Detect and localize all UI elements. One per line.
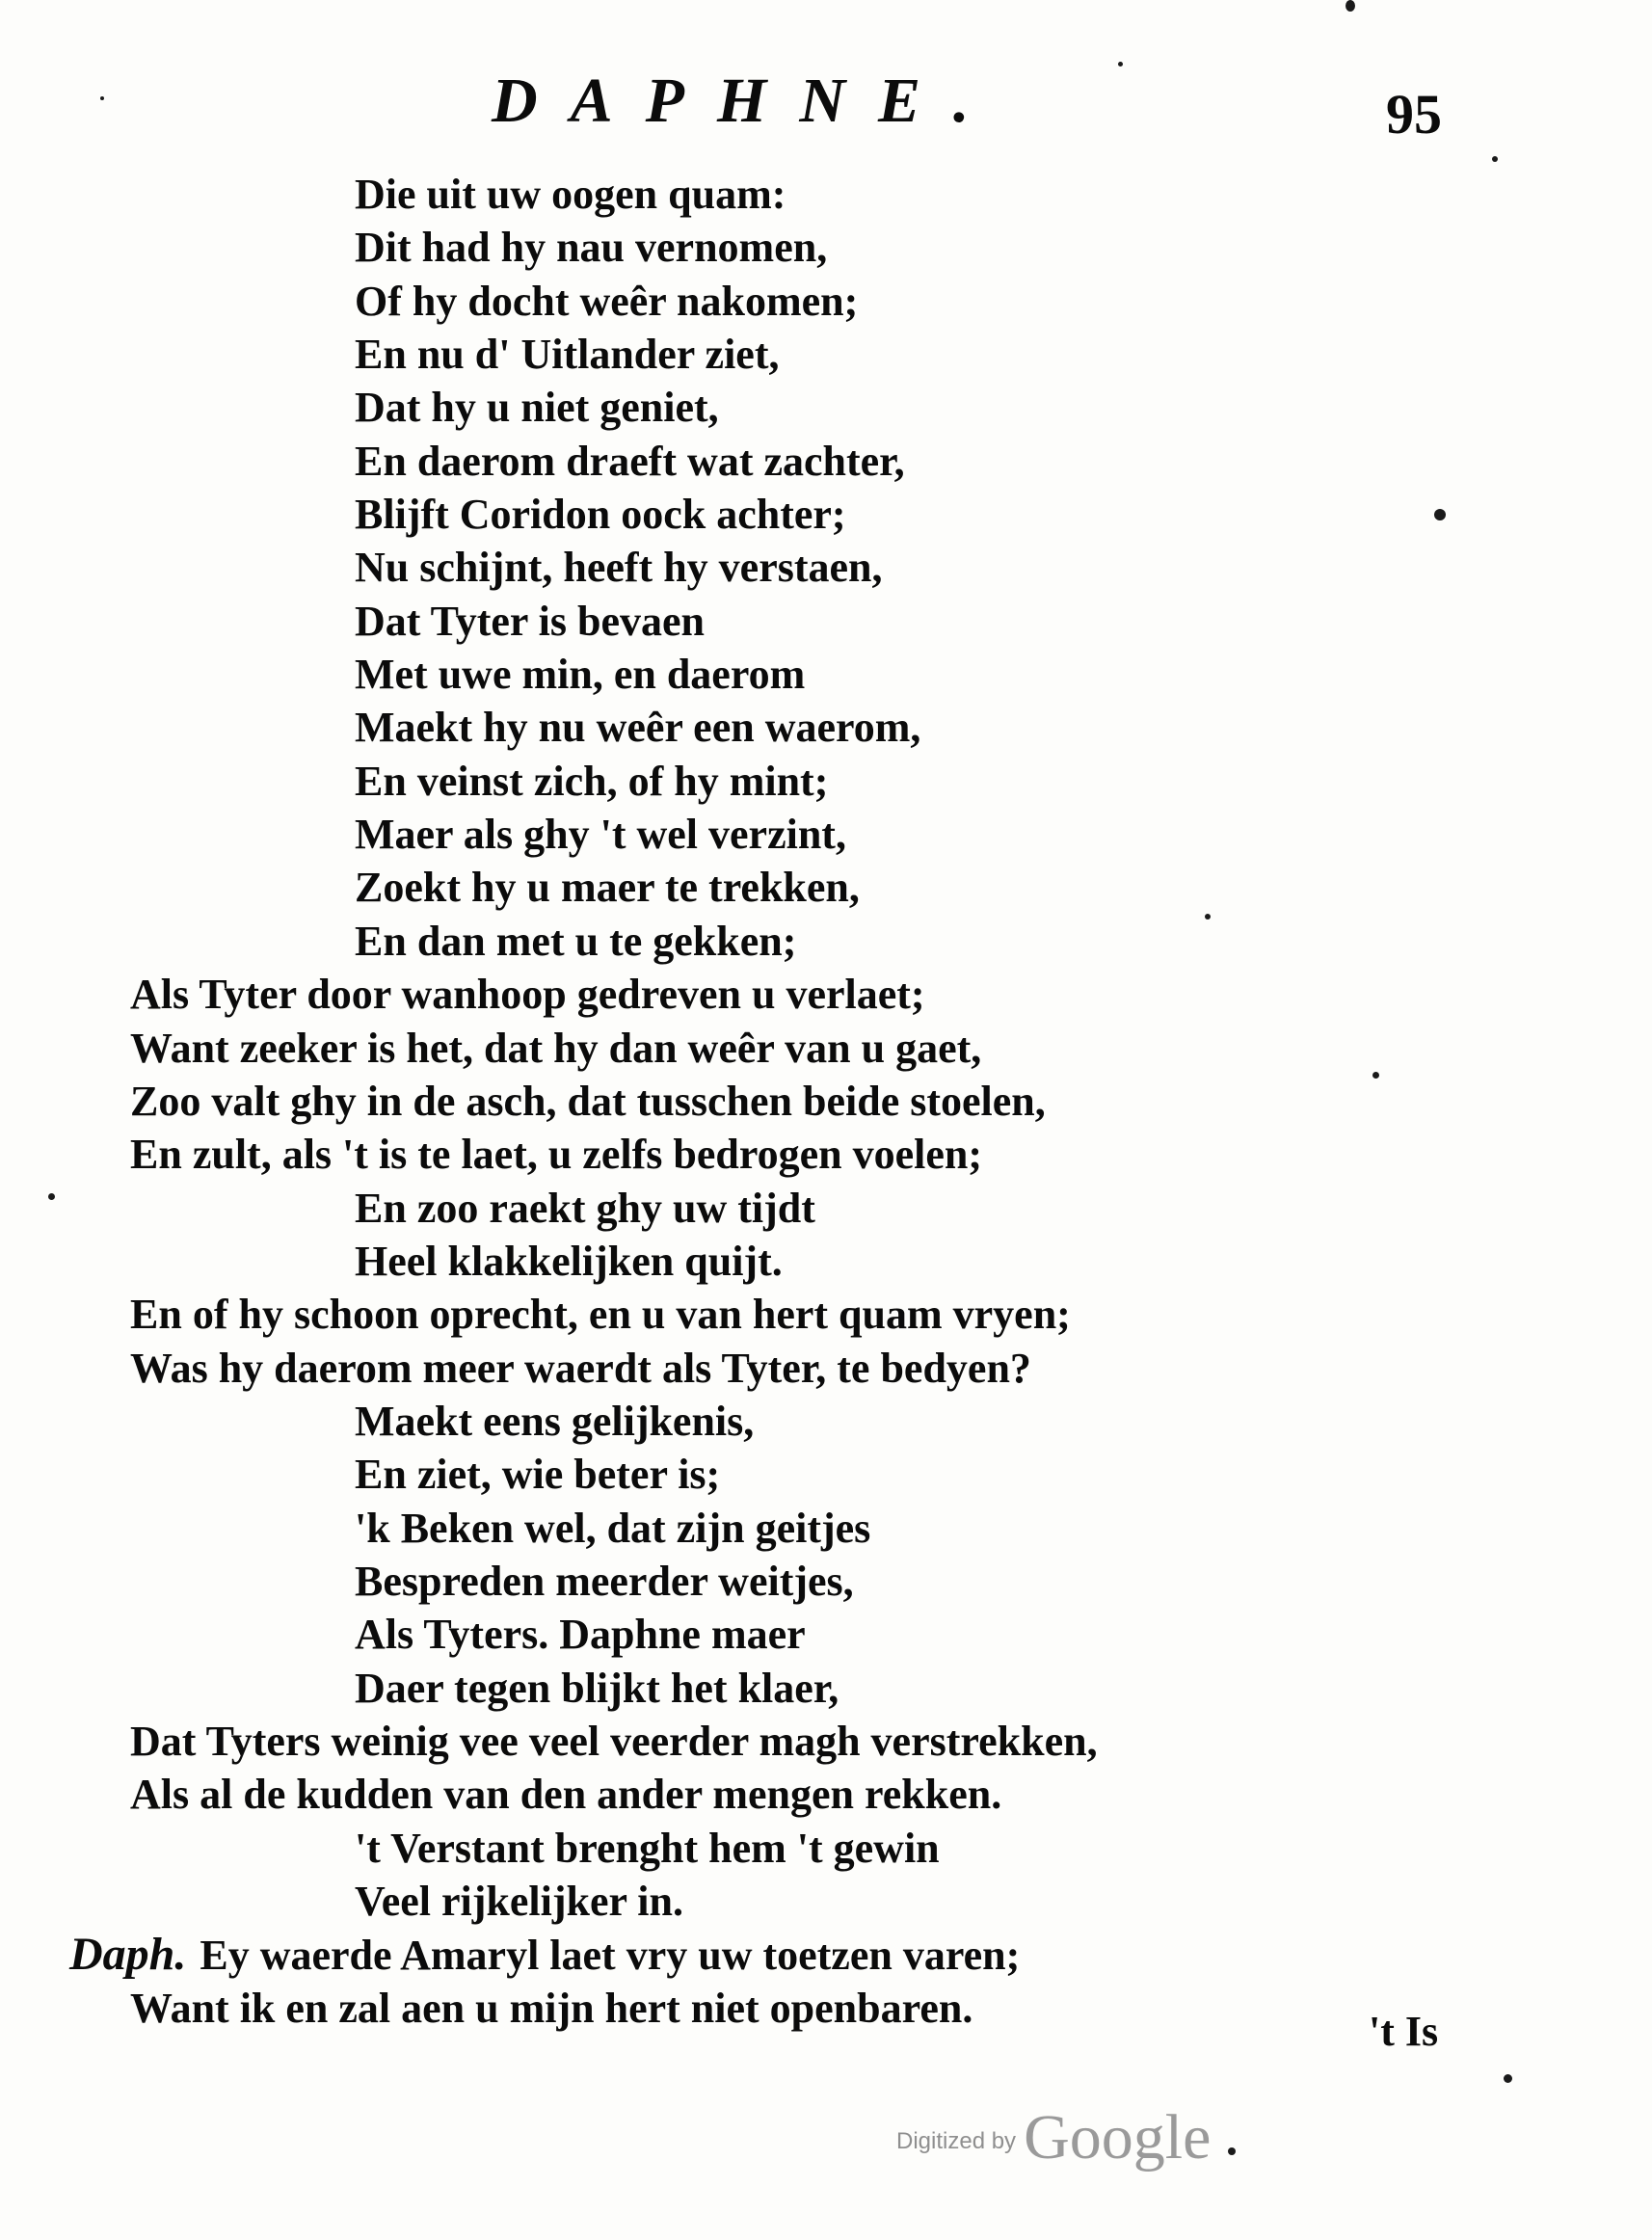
verse-line: Dit had hy nau vernomen, [355,224,828,272]
verse-line: En dan met u te gekken; [355,917,797,965]
verse-line: Dat hy u niet geniet, [355,384,719,432]
verse-line: 't Verstant brenght hem 't gewin [355,1824,940,1872]
verse-line: Als al de kudden van den ander mengen rekken. [130,1771,1002,1819]
ink-speck [1434,509,1446,520]
verse-line: En veinst zich, of hy mint; [355,757,829,805]
speaker-name: Daph. [69,1929,187,1981]
ink-speck [1346,0,1355,12]
verse-line: En zult, als 't is te laet, u zelfs bedrogen voelen; [130,1131,982,1179]
verse-line: Zoo valt ghy in de asch, dat tusschen beide stoelen, [130,1077,1046,1125]
verse-line: En nu d' Uitlander ziet, [355,331,780,379]
verse-line: En ziet, wie beter is; [355,1451,721,1499]
verse-line: Dat Tyter is bevaen [355,597,705,645]
verse-line: En of hy schoon oprecht, en u van hert quam vryen; [130,1291,1071,1339]
ink-speck [1205,914,1211,920]
verse-line: Die uit uw oogen quam: [355,171,786,218]
verse-line: Want ik en zal aen u mijn hert niet openbaren. [130,1984,973,2032]
verse-line: Zoekt hy u maer te trekken, [355,864,860,912]
speaker-verse-line [0,1928,1652,1981]
running-title: DAPHNE. [492,66,1002,136]
verse-line-text: Ey waerde Amaryl laet vry uw toetzen varen; [200,1932,1021,1980]
digitized-by-label: Digitized by [896,2128,1017,2154]
ink-speck [1228,2147,1236,2155]
verse-text [0,168,1652,2035]
verse-line: En zoo raekt ghy uw tijdt [355,1184,815,1232]
google-logo: Google [1024,2102,1212,2173]
verse-line: Want zeeker is het, dat hy dan weêr van u gaet, [130,1024,982,1072]
verse-line: Daer tegen blijkt het klaer, [355,1664,839,1712]
ink-speck [48,1193,55,1200]
ink-speck [1118,62,1123,67]
verse-line: 'k Beken wel, dat zijn geitjes [355,1504,871,1552]
ink-speck [1492,156,1498,162]
verse-line: Als Tyter door wanhoop gedreven u verlaet; [130,971,925,1019]
digitization-notice [896,2102,1212,2173]
verse-line: Was hy daerom meer waerdt als Tyter, te bedyen? [130,1344,1031,1392]
ink-speck [100,96,104,100]
catchword: 't Is [1369,2008,1439,2055]
verse-line: Bespreden meerder weitjes, [355,1557,854,1605]
ink-speck [1504,2074,1512,2083]
verse-line: Of hy docht weêr nakomen; [355,277,859,325]
verse-line: Dat Tyters weinig vee veel veerder magh verstrekken, [130,1717,1098,1765]
verse-line: Als Tyters. Daphne maer [355,1611,806,1659]
verse-line: Heel klakkelijken quijt. [355,1237,783,1285]
page-number: 95 [1386,83,1442,146]
verse-line: Maekt hy nu weêr een waerom, [355,704,921,752]
verse-line: Maer als ghy 't wel verzint, [355,811,846,859]
verse-line: Blijft Coridon oock achter; [355,491,846,539]
verse-line: Met uwe min, en daerom [355,651,806,699]
verse-line: Nu schijnt, heeft hy verstaen, [355,544,883,592]
verse-line: Veel rijkelijker in. [355,1878,683,1925]
verse-line: Maekt eens gelijkenis, [355,1397,755,1445]
verse-line: En daerom draeft wat zachter, [355,437,905,485]
ink-speck [1372,1072,1379,1079]
